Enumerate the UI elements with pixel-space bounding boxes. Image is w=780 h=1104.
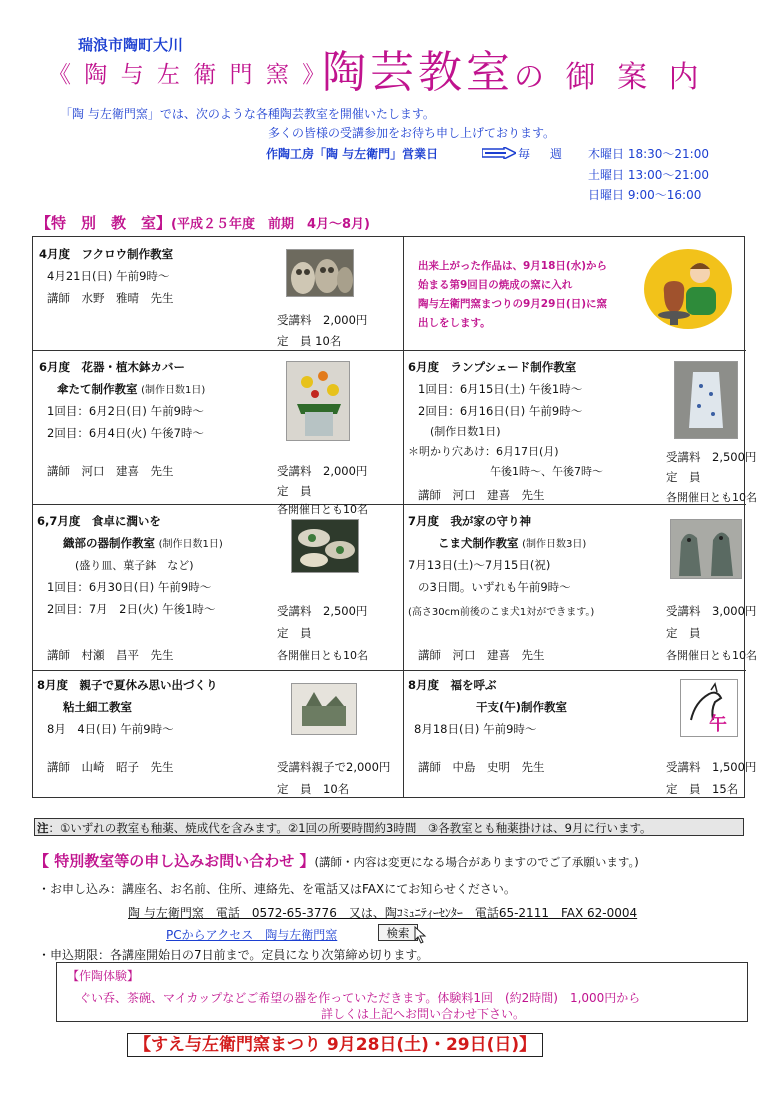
- zodiac-stamp: 午: [709, 714, 727, 735]
- komainu-title: 7月度 我が家の守り神: [408, 514, 532, 528]
- clay-title: 8月度 親子で夏休み思い出づくり: [37, 678, 218, 692]
- oribe-session-1: 1回目：6月30日(日) 午前9時〜: [47, 580, 212, 594]
- intro-line-2: 多くの皆様の受講参加をお待ち申し上げております。: [268, 126, 556, 140]
- owl-date: 4月21日(日) 午前9時〜: [47, 269, 170, 283]
- schedule-sunday: 日曜日 9:00〜16:00: [588, 188, 702, 202]
- zodiac-horse-picture: [680, 679, 738, 737]
- lamp-capacity: 定 員: [666, 470, 701, 484]
- clay-photo: [291, 683, 357, 735]
- class-cell-zodiac: [404, 671, 757, 798]
- clay-capacity: 定 員 10名: [277, 782, 350, 796]
- flower-days: (制作日数1日): [141, 385, 206, 396]
- intro-line-1: 「陶 与左衛門窯」では、次のような各種陶芸教室を開催いたします。: [60, 107, 435, 121]
- class-grid: [32, 236, 757, 798]
- komainu-teacher: 講師 河口 建喜 先生: [418, 648, 545, 662]
- note-label: 注: [37, 821, 49, 835]
- page-title: [322, 36, 705, 100]
- flower-session-1: 1回目：6月2日(日) 午前9時〜: [47, 404, 204, 418]
- flower-capacity: 定 員: [277, 484, 312, 498]
- special-classes-heading: [36, 212, 370, 233]
- notice-line-4: 出しをします。: [418, 317, 491, 329]
- potter-illustration: [642, 247, 734, 331]
- oribe-capacity: 定 員: [277, 626, 312, 640]
- oribe-capacity-note: 各開催日とも10名: [277, 649, 368, 662]
- flower-session-2: 2回目：6月4日(火) 午後7時〜: [47, 426, 204, 440]
- lamp-session-2: 2回目：6月16日(日) 午前9時〜: [418, 404, 583, 418]
- kiln-notice-cell: [404, 237, 746, 351]
- lamp-fee: 受講料 2,500円: [666, 450, 757, 464]
- contact-phone: 陶 与左衛門窯 電話 0572-65-3776 又は、陶ｺﾐｭﾆﾃｨｰｾﾝﾀｰ 電話65-2111 FAX 62-0004: [128, 906, 638, 920]
- experience-line-1: ぐい呑、茶碗、マイカップなどご希望の器を作っていただきます。体験料1回 (約2時間) 1,000円から: [79, 991, 641, 1005]
- zodiac-subtitle: 干支(午)制作教室: [476, 700, 568, 714]
- title-main: 陶芸教室: [322, 47, 514, 98]
- inquiry-title: 【 特別教室等の申し込みお問い合わせ 】: [34, 852, 315, 870]
- owl-fee: 受講料 2,000円: [277, 313, 368, 327]
- komainu-dates: 7月13日(土)〜7月15日(祝): [408, 558, 551, 572]
- lamp-hole-1: ＊明かり穴あけ：6月17日(月): [408, 445, 559, 458]
- festival-banner: 【すえ与左衛門窯まつり 9月28日(土)・29日(日)】: [127, 1033, 543, 1057]
- workdays-label: 作陶工房「陶 与左衛門」営業日: [266, 147, 439, 161]
- oribe-session-2: 2回目：7月 2日(火) 午後1時〜: [47, 602, 216, 616]
- clay-fee: 受講料親子で2,000円: [277, 760, 391, 774]
- flower-capacity-note: 各開催日とも10名: [277, 503, 368, 516]
- schedule-saturday: 土曜日 13:00〜21:00: [588, 168, 709, 182]
- title-suffix: の 御 案 内: [514, 60, 705, 95]
- oribe-items: (盛り皿、菓子鉢 など): [75, 559, 194, 572]
- class-cell-lamp: [404, 351, 757, 505]
- oribe-fee: 受講料 2,500円: [277, 604, 368, 618]
- lamp-capacity-note: 各開催日とも10名: [666, 491, 757, 504]
- city-label: 瑞浪市陶町大川: [78, 36, 184, 54]
- flower-photo: [286, 361, 350, 441]
- zodiac-capacity: 定 員 15名: [666, 782, 739, 796]
- owl-title: 4月度 フクロウ制作教室: [39, 247, 174, 261]
- special-period: (平成２５年度 前期 4月〜8月): [171, 217, 370, 232]
- flower-fee: 受講料 2,000円: [277, 464, 368, 478]
- zodiac-title: 8月度 福を呼ぶ: [408, 678, 497, 692]
- lamp-session-1: 1回目：6月15日(土) 午後1時〜: [418, 382, 583, 396]
- oribe-photo: [291, 519, 359, 573]
- class-cell-owl: [33, 237, 404, 351]
- clay-date: 8月 4日(日) 午前9時〜: [47, 722, 174, 736]
- oribe-teacher: 講師 村瀬 昌平 先生: [47, 648, 174, 662]
- notice-line-1: 出来上がった作品は、9月18日(水)から: [418, 260, 608, 272]
- experience-title: 【作陶体験】: [67, 969, 140, 983]
- right-arrow-icon: [482, 147, 516, 159]
- oribe-days: (制作日数1日): [158, 539, 223, 550]
- owl-teacher: 講師 水野 雅晴 先生: [47, 291, 174, 305]
- komainu-photo: [670, 519, 742, 579]
- schedule-thursday: 木曜日 18:30〜21:00: [588, 147, 709, 161]
- oribe-subtitle: 織部の器制作教室: [63, 536, 155, 550]
- experience-line-2: 詳しくは上記へお問い合わせ下さい。: [321, 1007, 526, 1021]
- class-cell-oribe: [33, 505, 404, 671]
- zodiac-fee: 受講料 1,500円: [666, 760, 757, 774]
- notice-line-2: 始まる第9回目の焼成の窯に入れ: [418, 279, 573, 291]
- komainu-size: (高さ30cm前後のこま犬1対ができます。): [408, 607, 595, 618]
- note-bar: [34, 818, 744, 836]
- clay-teacher: 講師 山崎 昭子 先生: [47, 760, 174, 774]
- lamp-teacher: 講師 河口 建喜 先生: [418, 488, 545, 502]
- lamp-days: (制作日数1日): [430, 425, 501, 438]
- notice-line-3: 陶与左衛門窯まつりの9月29日(日)に窯: [418, 298, 608, 310]
- class-cell-clay: [33, 671, 404, 798]
- komainu-days: (制作日数3日): [522, 539, 587, 550]
- cursor-icon: [414, 926, 428, 944]
- zodiac-date: 8月18日(日) 午前9時〜: [414, 722, 537, 736]
- komainu-capacity: 定 員: [666, 626, 701, 640]
- clay-subtitle: 粘土細工教室: [63, 700, 132, 714]
- application-deadline: ・申込期限：各講座開始日の7日前まで。定員になり次第締め切ります。: [38, 948, 429, 962]
- komainu-capacity-note: 各開催日とも10名: [666, 649, 757, 662]
- flower-subtitle: 傘たて制作教室: [57, 382, 138, 396]
- lamp-photo: [674, 361, 738, 439]
- flower-teacher: 講師 河口 建喜 先生: [47, 464, 174, 478]
- class-cell-komainu: [404, 505, 757, 671]
- apply-instructions: ・お申し込み：講座名、お名前、住所、連絡先、を電話又はFAXにてお知らせください。: [38, 882, 516, 896]
- owl-photo: [286, 249, 354, 297]
- every-week-label: 毎 週: [518, 147, 570, 161]
- lamp-hole-2: 午後1時〜、午後7時〜: [490, 465, 603, 478]
- note-text: ：①いずれの教室も釉薬、焼成代を含みます。②1回の所要時間約3時間 ③各教室とも釉薬掛けは、9月に行います。: [48, 821, 652, 835]
- experience-box: [56, 962, 748, 1022]
- oribe-title: 6,7月度 食卓に潤いを: [37, 514, 161, 528]
- special-heading-label: 【特 別 教 室】: [36, 214, 172, 232]
- komainu-fee: 受講料 3,000円: [666, 604, 757, 618]
- zodiac-teacher: 講師 中島 史明 先生: [418, 760, 545, 774]
- kiln-name: 《 陶 与 左 衛 門 窯 》: [48, 62, 329, 88]
- inquiry-heading: [34, 850, 639, 871]
- pc-access-link[interactable]: PCからアクセス 陶与左衛門窯: [166, 928, 338, 942]
- komainu-subtitle: こま犬制作教室: [438, 536, 519, 550]
- lamp-title: 6月度 ランプシェード制作教室: [408, 360, 577, 374]
- owl-capacity: 定 員 10名: [277, 334, 342, 348]
- search-button[interactable]: 検索: [378, 924, 418, 941]
- komainu-note: の3日間。いずれも午前9時〜: [418, 580, 571, 594]
- inquiry-note: (講師・内容は変更になる場合がありますのでご了承願います。): [314, 855, 639, 869]
- class-cell-flower: [33, 351, 404, 516]
- flower-title: 6月度 花器・植木鉢カバー: [39, 360, 186, 374]
